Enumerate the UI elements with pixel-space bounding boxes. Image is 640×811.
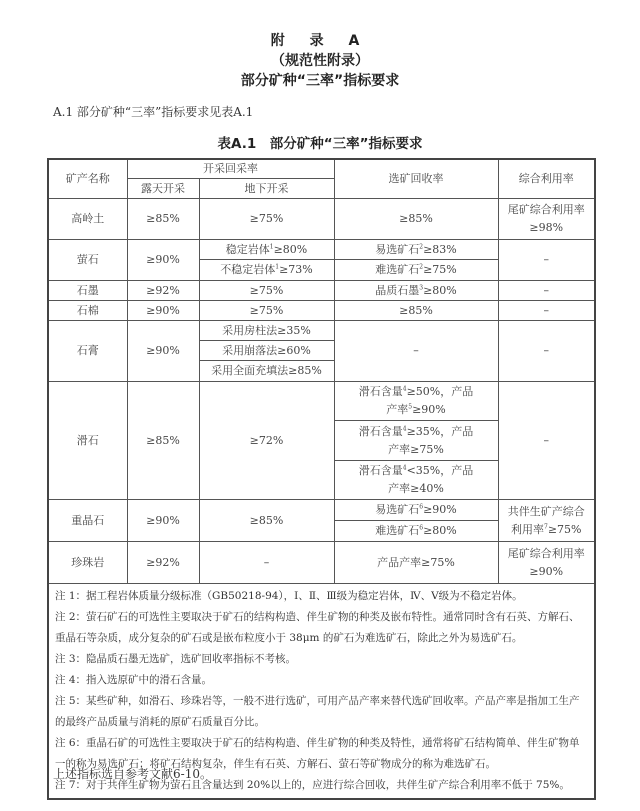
comprehensive-line: 共伴生矿产综合 [507,504,585,518]
processing-value [334,240,498,260]
note-3: 注 3：隐晶质石墨无选矿，选矿回收率指标不考核。 [55,653,297,665]
processing-value: – [334,321,498,382]
cell-text: 产率≥40% [388,482,444,495]
header-comprehensive: 综合利用率 [498,159,595,199]
cell-text: ≥83% [423,242,457,256]
table-row [48,321,595,341]
comprehensive-line: ≥98% [529,221,564,234]
open-pit-value: ≥85% [127,382,199,500]
header-open-pit: 露天开采 [127,179,199,199]
header-mining-recovery: 开采回采率 [127,159,334,179]
cell-text: 易选矿石 [375,242,420,256]
cell-text: ≥80% [423,524,457,537]
comprehensive-line: 尾矿综合利用率 [507,203,585,216]
mineral-name: 石棉 [48,301,127,321]
table-caption: 表A.1 部分矿种“三率”指标要求 [217,136,423,152]
comprehensive-line: 利用率 [511,522,544,536]
appendix-title: 部分矿种“三率”指标要求 [240,73,400,89]
cell-text: ≥90% [412,403,446,416]
comprehensive-line: ≥75% [547,522,582,536]
cell-text: 难选矿石 [375,263,420,276]
processing-value: 产品产率≥75% [334,542,498,584]
table-row [48,542,595,584]
note-5: 注 5：某些矿种，如滑石、珍珠岩等，一般不进行选矿，可用产品产率来替代选矿回收率。产品产率是指加工生产的最终产品质量与消耗的原矿石质量百分比。 [55,695,580,728]
underground-value: ≥72% [199,382,334,500]
table-row [48,301,595,321]
open-pit-value: ≥90% [127,301,199,321]
open-pit-value: ≥90% [127,321,199,382]
comprehensive-value [498,199,595,240]
open-pit-value: ≥90% [127,500,199,542]
cell-text: 难选矿石 [375,524,420,537]
comprehensive-value: – [498,301,595,321]
mineral-name: 石墨 [48,281,127,301]
processing-value [334,421,498,461]
intro-paragraph: A.1 部分矿种“三率”指标要求见表A.1 [53,105,254,119]
processing-value [334,500,498,521]
processing-value [334,461,498,500]
comprehensive-value [498,542,595,584]
cell-text: ≥73% [279,263,313,276]
table-row [48,199,595,240]
underground-value [199,260,334,281]
mineral-name: 高岭土 [48,199,127,240]
processing-value [334,260,498,281]
underground-value: ≥75% [199,199,334,240]
footnote-ref: 4 [402,424,407,432]
footnote-ref: 1 [269,242,274,250]
cell-text: ≥50%，产品 [406,385,474,398]
mineral-name: 重晶石 [48,500,127,542]
cell-text: 滑石含量 [358,385,403,398]
open-pit-value: ≥92% [127,542,199,584]
footnote-ref: 2 [419,263,424,271]
cell-text: <35%，产品 [406,464,474,477]
processing-value [334,281,498,301]
appendix-type: （规范性附录） [271,53,369,69]
note-6: 注 6：重晶石矿的可选性主要取决于矿石的结构构造、伴生矿物的种类及特性，通常将矿石结构简单、伴生矿物单一的称为易选矿石；将矿石结构复杂，伴生有石英、方解石、萤石等矿物成分的称为难选矿石。 [55,737,580,770]
source-reference: 上述指标选自参考文献6-10。 [53,767,212,781]
open-pit-value: ≥90% [127,240,199,281]
footnote-ref: 7 [544,522,548,530]
underground-value: 采用崩落法≥60% [199,341,334,361]
underground-value: 采用房柱法≥35% [199,321,334,341]
footnote-ref: 6 [419,524,424,532]
cell-text: 产率≥75% [388,442,444,456]
processing-value [334,382,498,421]
three-rates-table [47,158,596,800]
cell-text: 易选矿石 [375,503,420,516]
note-7: 注 7：对于共伴生矿物为萤石且含量达到 20%以上的，应进行综合回收，共伴生矿产综合利用率不低于 75%。 [55,779,570,791]
underground-value: – [199,542,334,584]
mineral-name: 滑石 [48,382,127,500]
mineral-name: 萤石 [48,240,127,281]
footnote-ref: 1 [275,263,280,271]
footnote-ref: 4 [402,464,407,472]
underground-value: ≥85% [199,500,334,542]
mineral-name: 石膏 [48,321,127,382]
comprehensive-value: – [498,382,595,500]
header-mineral: 矿产名称 [48,159,127,199]
comprehensive-value: – [498,281,595,301]
footnote-ref: 3 [419,283,424,291]
comprehensive-value [498,500,595,542]
table-row [48,281,595,301]
cell-text: 滑石含量 [358,424,403,438]
footnote-ref: 6 [419,503,424,511]
table-row [48,240,595,260]
underground-value: ≥75% [199,301,334,321]
table-row [48,382,595,421]
comprehensive-line: ≥90% [529,564,564,578]
open-pit-value: ≥85% [127,199,199,240]
processing-value [334,521,498,542]
processing-value: ≥85% [334,301,498,321]
cell-text: ≥35%，产品 [406,424,474,438]
cell-text: 滑石含量 [358,464,403,477]
table-row [48,500,595,521]
mineral-name: 珍珠岩 [48,542,127,584]
comprehensive-value: – [498,240,595,281]
processing-value: ≥85% [334,199,498,240]
footnote-ref: 4 [402,385,407,393]
header-underground: 地下开采 [199,179,334,199]
footnote-ref: 5 [408,403,413,411]
underground-value: ≥75% [199,281,334,301]
open-pit-value: ≥92% [127,281,199,301]
note-4: 注 4：指入选原矿中的滑石含量。 [55,674,213,686]
cell-text: 稳定岩体 [225,242,270,256]
cell-text: 不稳定岩体 [220,263,276,276]
comprehensive-line: 尾矿综合利用率 [507,546,585,560]
appendix-heading: 附 录 A [270,33,370,49]
table-header-row [48,159,595,179]
footnote-ref: 2 [419,242,424,250]
cell-text: 产率 [386,403,409,416]
cell-text: ≥75% [423,263,457,276]
note-1: 注 1：据工程岩体质量分级标准（GB50218-94），Ⅰ、Ⅱ、Ⅲ级为稳定岩体，Ⅳ、Ⅴ级为不稳定岩体。 [55,590,523,602]
cell-text: ≥80% [423,283,457,297]
underground-value: 采用全面充填法≥85% [199,361,334,382]
header-processing-recovery: 选矿回收率 [334,159,498,199]
note-2: 注 2：萤石矿石的可选性主要取决于矿石的结构构造、伴生矿物的种类及嵌布特性。通常同时含有石英、方解石、重晶石等杂质，成分复杂的矿石或是嵌布粒度小于 38μm 的矿石为难选矿石，除此之外为易选矿石。 [55,611,580,644]
cell-text: ≥90% [423,503,457,516]
comprehensive-value: – [498,321,595,382]
underground-value [199,240,334,260]
cell-text: ≥80% [273,242,308,256]
cell-text: 晶质石墨 [375,283,420,297]
